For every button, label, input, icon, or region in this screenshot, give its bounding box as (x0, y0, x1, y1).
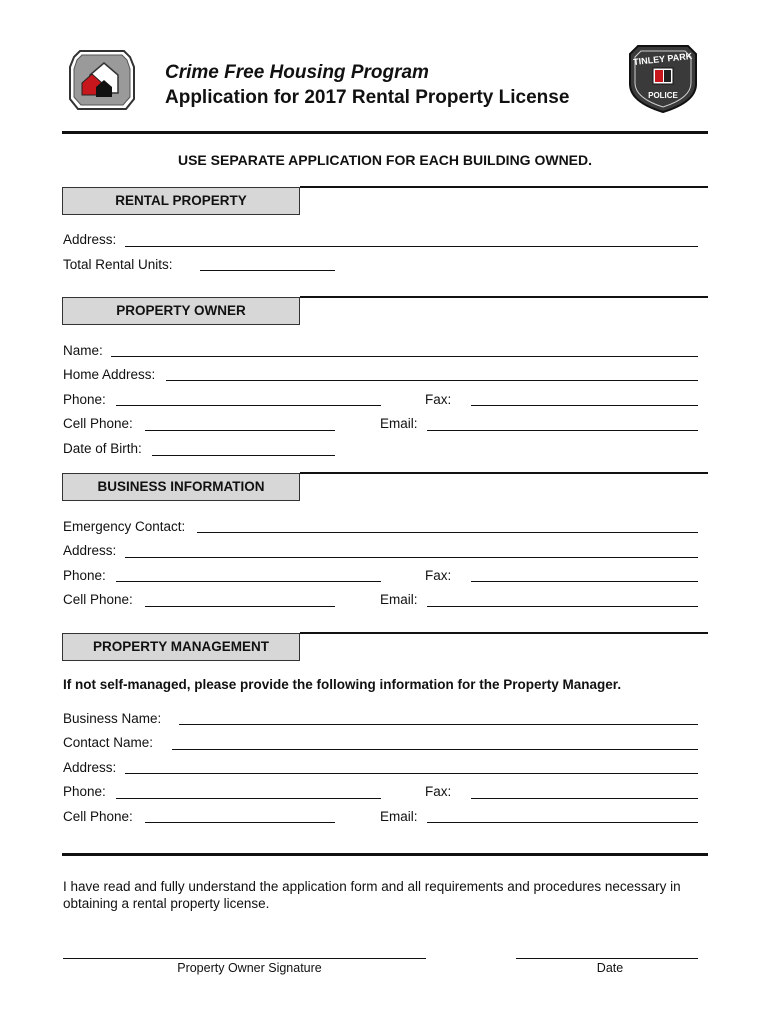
owner-dob-field[interactable] (152, 455, 335, 456)
house-shield-icon (66, 47, 138, 115)
mgmt-address-field[interactable] (125, 773, 698, 774)
signature-date-field[interactable] (516, 958, 698, 959)
business-phone-field[interactable] (116, 581, 381, 582)
badge-bottom-text: POLICE (648, 91, 678, 100)
mgmt-fax-field[interactable] (471, 798, 698, 799)
business-cell-label: Cell Phone: (63, 592, 133, 607)
owner-phone-label: Phone: (63, 392, 106, 407)
mgmt-cell-label: Cell Phone: (63, 809, 133, 824)
business-emergency-field[interactable] (197, 532, 698, 533)
section-heading-business-information: BUSINESS INFORMATION (62, 473, 300, 501)
rental-address-field[interactable] (125, 246, 698, 247)
mgmt-cell-field[interactable] (145, 822, 335, 823)
mgmt-business-name-label: Business Name: (63, 711, 162, 726)
rental-units-field[interactable] (200, 270, 335, 271)
owner-signature-field[interactable] (63, 958, 426, 959)
section-heading-property-owner: PROPERTY OWNER (62, 297, 300, 325)
owner-phone-field[interactable] (116, 405, 381, 406)
badge-top-text: TINLEY PARK (632, 50, 693, 68)
mgmt-email-field[interactable] (427, 822, 698, 823)
program-title: Crime Free Housing Program (165, 62, 429, 83)
section-rule-owner (300, 296, 708, 298)
business-emergency-label: Emergency Contact: (63, 519, 186, 534)
rental-address-label: Address: (63, 232, 117, 247)
business-cell-field[interactable] (145, 606, 335, 607)
mgmt-phone-field[interactable] (116, 798, 381, 799)
owner-email-field[interactable] (427, 430, 698, 431)
business-address-label: Address: (63, 543, 117, 558)
management-note: If not self-managed, please provide the following information for the Property Manager. (63, 677, 622, 692)
form-title: Application for 2017 Rental Property License (165, 87, 570, 108)
police-badge-icon (624, 40, 702, 116)
section-rule-management (300, 632, 708, 634)
mgmt-address-label: Address: (63, 760, 117, 775)
mgmt-phone-label: Phone: (63, 784, 106, 799)
header-divider (62, 131, 708, 134)
owner-signature-caption: Property Owner Signature (177, 961, 322, 975)
owner-cell-label: Cell Phone: (63, 416, 133, 431)
instruction-text: USE SEPARATE APPLICATION FOR EACH BUILDING OWNED. (177, 152, 593, 168)
mgmt-contact-name-label: Contact Name: (63, 735, 154, 750)
section-rule-rental (300, 186, 708, 188)
owner-cell-field[interactable] (145, 430, 335, 431)
business-email-field[interactable] (427, 606, 698, 607)
business-phone-label: Phone: (63, 568, 106, 583)
business-address-field[interactable] (125, 557, 698, 558)
mgmt-business-name-field[interactable] (179, 724, 698, 725)
owner-name-label: Name: (63, 343, 103, 358)
crime-free-housing-logo (66, 47, 138, 115)
rental-units-label: Total Rental Units: (63, 257, 173, 272)
tinley-park-police-badge (624, 40, 702, 116)
section-heading-rental-property: RENTAL PROPERTY (62, 187, 300, 215)
owner-email-label: Email: (380, 416, 418, 431)
section-heading-property-management: PROPERTY MANAGEMENT (62, 633, 300, 661)
mgmt-contact-name-field[interactable] (172, 749, 698, 750)
footer-divider (62, 853, 708, 856)
mgmt-fax-label: Fax: (425, 784, 452, 799)
owner-dob-label: Date of Birth: (63, 441, 142, 456)
business-fax-field[interactable] (471, 581, 698, 582)
owner-fax-field[interactable] (471, 405, 698, 406)
signature-date-caption: Date (596, 961, 624, 975)
business-fax-label: Fax: (425, 568, 452, 583)
owner-home-address-label: Home Address: (63, 367, 156, 382)
declaration-text: I have read and fully understand the application form and all requirements and procedures necessary in obtaining a rental property license. (63, 879, 681, 911)
section-rule-business (300, 472, 708, 474)
owner-fax-label: Fax: (425, 392, 452, 407)
mgmt-email-label: Email: (380, 809, 418, 824)
owner-name-field[interactable] (111, 356, 698, 357)
business-email-label: Email: (380, 592, 418, 607)
owner-home-address-field[interactable] (166, 380, 698, 381)
